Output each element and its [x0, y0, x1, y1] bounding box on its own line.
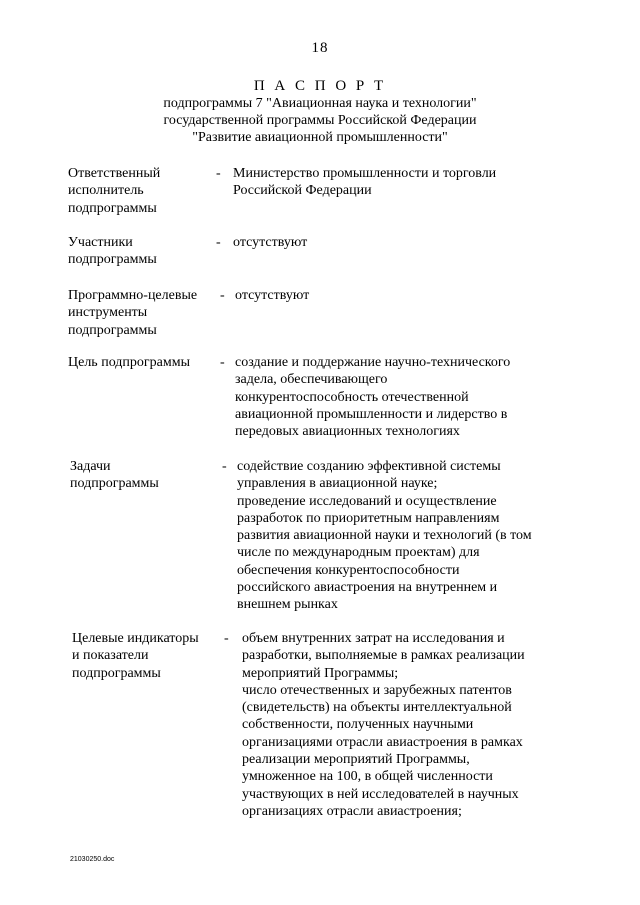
text-line: разработки, выполняемые в рамках реализации — [242, 648, 525, 664]
text-line: реализации мероприятий Программы, — [242, 752, 470, 768]
row-text — [242, 630, 525, 820]
text-line: организациями отрасли авиастроения в рамках — [242, 734, 523, 750]
text-line: участвующих в ней исследователей в научных — [242, 786, 519, 802]
document-title: П А С П О Р Т — [253, 78, 387, 94]
label-line: подпрограммы — [68, 200, 157, 216]
text-line: проведение исследований и осуществление — [237, 493, 497, 509]
text-line: Российской Федерации — [233, 183, 372, 199]
label-line: Задачи — [70, 459, 111, 474]
text-line: развития авиационной науки и технологий (в том — [237, 528, 532, 544]
text-line: числе по международным проектам) для — [237, 545, 480, 561]
label-line: Участники — [68, 235, 133, 250]
row-text — [235, 287, 309, 304]
text-line: отсутствуют — [233, 235, 308, 250]
row-label — [68, 354, 190, 371]
row-label — [68, 165, 160, 217]
row-dash: - — [216, 166, 221, 181]
label-line: исполнитель — [68, 183, 144, 199]
text-line: собственности, полученных научными — [242, 717, 474, 733]
text-line: объем внутренних затрат на исследования и — [242, 631, 505, 646]
row-dash: - — [220, 288, 225, 303]
label-line: подпрограммы — [68, 252, 157, 268]
text-line: конкурентоспособность отечественной — [235, 389, 469, 405]
row-label — [70, 458, 159, 493]
label-line: Целевые индикаторы — [72, 631, 199, 646]
text-line: отсутствуют — [235, 288, 310, 303]
text-line: российского авиастроения на внутреннем и — [237, 580, 498, 596]
row-text — [235, 354, 510, 440]
row-dash: - — [216, 235, 221, 250]
label-line: Ответственный — [68, 166, 161, 181]
subtitle-line: подпрограммы 7 "Авиационная наука и технологии" — [163, 96, 477, 111]
label-line: подпрограммы — [70, 476, 159, 492]
text-line: Министерство промышленности и торговли — [233, 166, 497, 181]
text-line: число отечественных и зарубежных патентов — [242, 682, 512, 698]
text-line: передовых авиационных технологиях — [235, 424, 460, 440]
text-line: организациях отрасли авиастроения; — [242, 803, 462, 819]
row-text — [237, 458, 532, 614]
label-line: подпрограммы — [68, 322, 157, 338]
label-line: подпрограммы — [72, 665, 161, 681]
text-line: задела, обеспечивающего — [235, 372, 388, 388]
text-line: разработок по приоритетным направлениям — [237, 510, 500, 526]
text-line: содействие созданию эффективной системы — [237, 459, 501, 474]
row-dash: - — [222, 459, 227, 474]
row-text — [233, 234, 307, 251]
label-line: инструменты — [68, 305, 148, 321]
text-line: обеспечения конкурентоспособности — [237, 562, 460, 578]
subtitle-line: государственной программы Российской Федерации — [163, 113, 477, 128]
row-text — [233, 165, 496, 200]
text-line: управления в авиационной науке; — [237, 476, 438, 492]
label-line: Программно-целевые — [68, 288, 198, 303]
row-label — [72, 630, 199, 682]
label-line: и показатели — [72, 648, 149, 664]
text-line: (свидетельств) на объекты интеллектуальной — [242, 700, 512, 716]
row-dash: - — [220, 355, 225, 370]
row-label — [68, 234, 157, 269]
document-subtitle — [0, 95, 640, 146]
text-line: авиационной промышленности и лидерство в — [235, 406, 508, 422]
document-footer: 21030250.doc — [70, 856, 115, 863]
label-line: Цель подпрограммы — [68, 355, 190, 370]
page-number: 18 — [311, 40, 329, 56]
text-line: умноженное на 100, в общей численности — [242, 769, 493, 785]
text-line: создание и поддержание научно-технического — [235, 355, 511, 370]
row-label — [68, 287, 197, 339]
row-dash: - — [224, 631, 229, 646]
text-line: мероприятий Программы; — [242, 665, 399, 681]
subtitle-line: "Развитие авиационной промышленности" — [192, 130, 448, 145]
text-line: внешнем рынках — [237, 597, 338, 613]
